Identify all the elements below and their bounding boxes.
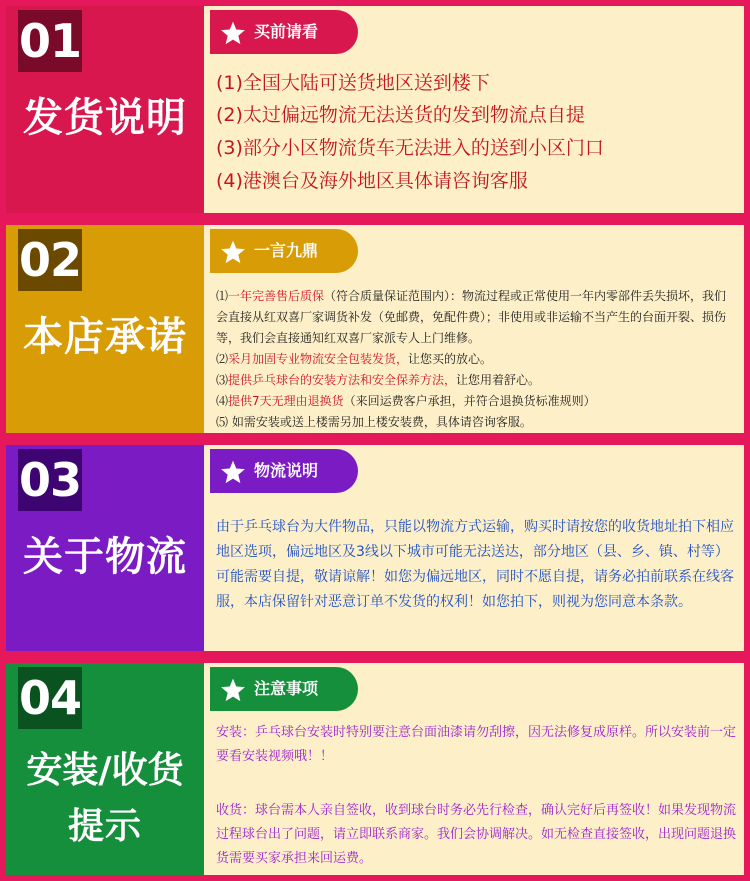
star-icon bbox=[220, 239, 246, 265]
receipt-paragraph: 收货：球台需本人亲自签收，收到球台时务必先行检查，确认完好后再签收！如果发现物流过程球台出了问题，请立即联系商家。我们会协调解决。如无检查直接签收，出现问题退换货需要买家承担来回运费。 bbox=[216, 803, 737, 866]
section-number: 04 bbox=[18, 667, 82, 729]
section-header-block bbox=[6, 663, 204, 875]
body-text: （来回运费客户承担，并符合退换货标准规则） bbox=[343, 394, 596, 408]
section-content-panel bbox=[204, 225, 744, 433]
section-promise bbox=[0, 219, 750, 439]
promise-line-6 bbox=[216, 392, 596, 409]
tab-label: 买前请看 bbox=[254, 22, 319, 41]
tab-label: 物流说明 bbox=[254, 461, 319, 480]
section-title-line1: 安装/收货 bbox=[26, 750, 184, 791]
section-header-block bbox=[6, 225, 204, 433]
shipping-line: (4)港澳台及海外地区具体请咨询客服 bbox=[216, 170, 528, 192]
promise-line-7: ⑸ 如需安装或送上楼需另加上楼安装费，具体请咨询客服。 bbox=[216, 415, 532, 429]
section-header-block bbox=[6, 445, 204, 651]
section-number: 02 bbox=[18, 229, 82, 291]
section-tab bbox=[210, 229, 358, 273]
section-content-panel bbox=[204, 6, 744, 213]
section-number: 03 bbox=[18, 449, 82, 511]
highlight-text: 一年完善售后质保 bbox=[228, 289, 325, 303]
section-title: 关于物流 bbox=[23, 534, 187, 580]
section-title: 本店承诺 bbox=[23, 314, 187, 360]
highlight-text: 提供7天无理由退换货 bbox=[228, 394, 344, 408]
body-text: 让您买的放心。 bbox=[408, 352, 493, 366]
section-title: 发货说明 bbox=[23, 95, 187, 141]
item-number: ⑵ bbox=[216, 352, 229, 366]
highlight-text: 提供乒乓球台的安装方法和安全保养方法， bbox=[228, 373, 457, 387]
section-tab bbox=[210, 667, 358, 711]
section-content-panel bbox=[204, 445, 744, 651]
promise-line-5 bbox=[216, 371, 540, 388]
section-tab bbox=[210, 10, 358, 54]
section-content-panel bbox=[204, 663, 744, 875]
section-shipping bbox=[0, 0, 750, 219]
star-icon bbox=[220, 677, 246, 703]
promise-line-3: 等，我们会直接通知红双喜厂家派专人上门维修。 bbox=[216, 331, 481, 345]
logistics-paragraph: 由于乒乓球台为大件物品，只能以物流方式运输，购买时请按您的收货地址拍下相应地区选项，偏远地区及3线以下城市可能无法送达，部分地区（县、乡、镇、村等）可能需要自提，敬请谅解！如您为偏远地区，同时不愿自提，请务必拍前联系在线客服，本店保留针对恶意订单不发货的权利！如您拍下，则视为您同意本条款。 bbox=[216, 519, 734, 610]
section-notice bbox=[0, 657, 750, 881]
body-text: （符合质量保证范围内）：物流过程或正常使用一年内零部件丢失损坏，我们 bbox=[324, 289, 727, 303]
tab-label: 注意事项 bbox=[254, 679, 319, 698]
star-icon bbox=[220, 459, 246, 485]
item-number: ⑶ bbox=[216, 373, 229, 387]
section-title-line2: 提示 bbox=[67, 806, 142, 847]
shipping-line: (3)部分小区物流货车无法进入的送到小区门口 bbox=[216, 137, 604, 159]
promise-line-4 bbox=[216, 350, 492, 367]
promise-line-1 bbox=[216, 287, 726, 304]
promise-line-2: 会直接从红双喜厂家调货补发（免邮费，免配件费）；非使用或非运输不当产生的台面开裂、损伤 bbox=[216, 310, 727, 324]
tab-label: 一言九鼎 bbox=[254, 241, 319, 260]
section-tab bbox=[210, 449, 358, 493]
section-number: 01 bbox=[18, 10, 82, 72]
body-text: 让您用着舒心。 bbox=[456, 373, 541, 387]
section-logistics bbox=[0, 439, 750, 657]
section-header-block bbox=[6, 6, 204, 213]
item-number: ⑴ bbox=[216, 289, 229, 303]
install-paragraph: 安装：乒乓球台安装时特别要注意台面油漆请勿刮擦，因无法修复成原样。所以安装前一定要看安装视频哦！！ bbox=[216, 725, 737, 764]
star-icon bbox=[220, 20, 246, 46]
shipping-line: (1)全国大陆可送货地区送到楼下 bbox=[216, 72, 490, 94]
shipping-line: (2)太过偏远物流无法送货的发到物流点自提 bbox=[216, 104, 585, 126]
highlight-text: 采月加固专业物流安全包装发货， bbox=[228, 352, 409, 366]
item-number: ⑷ bbox=[216, 394, 229, 408]
